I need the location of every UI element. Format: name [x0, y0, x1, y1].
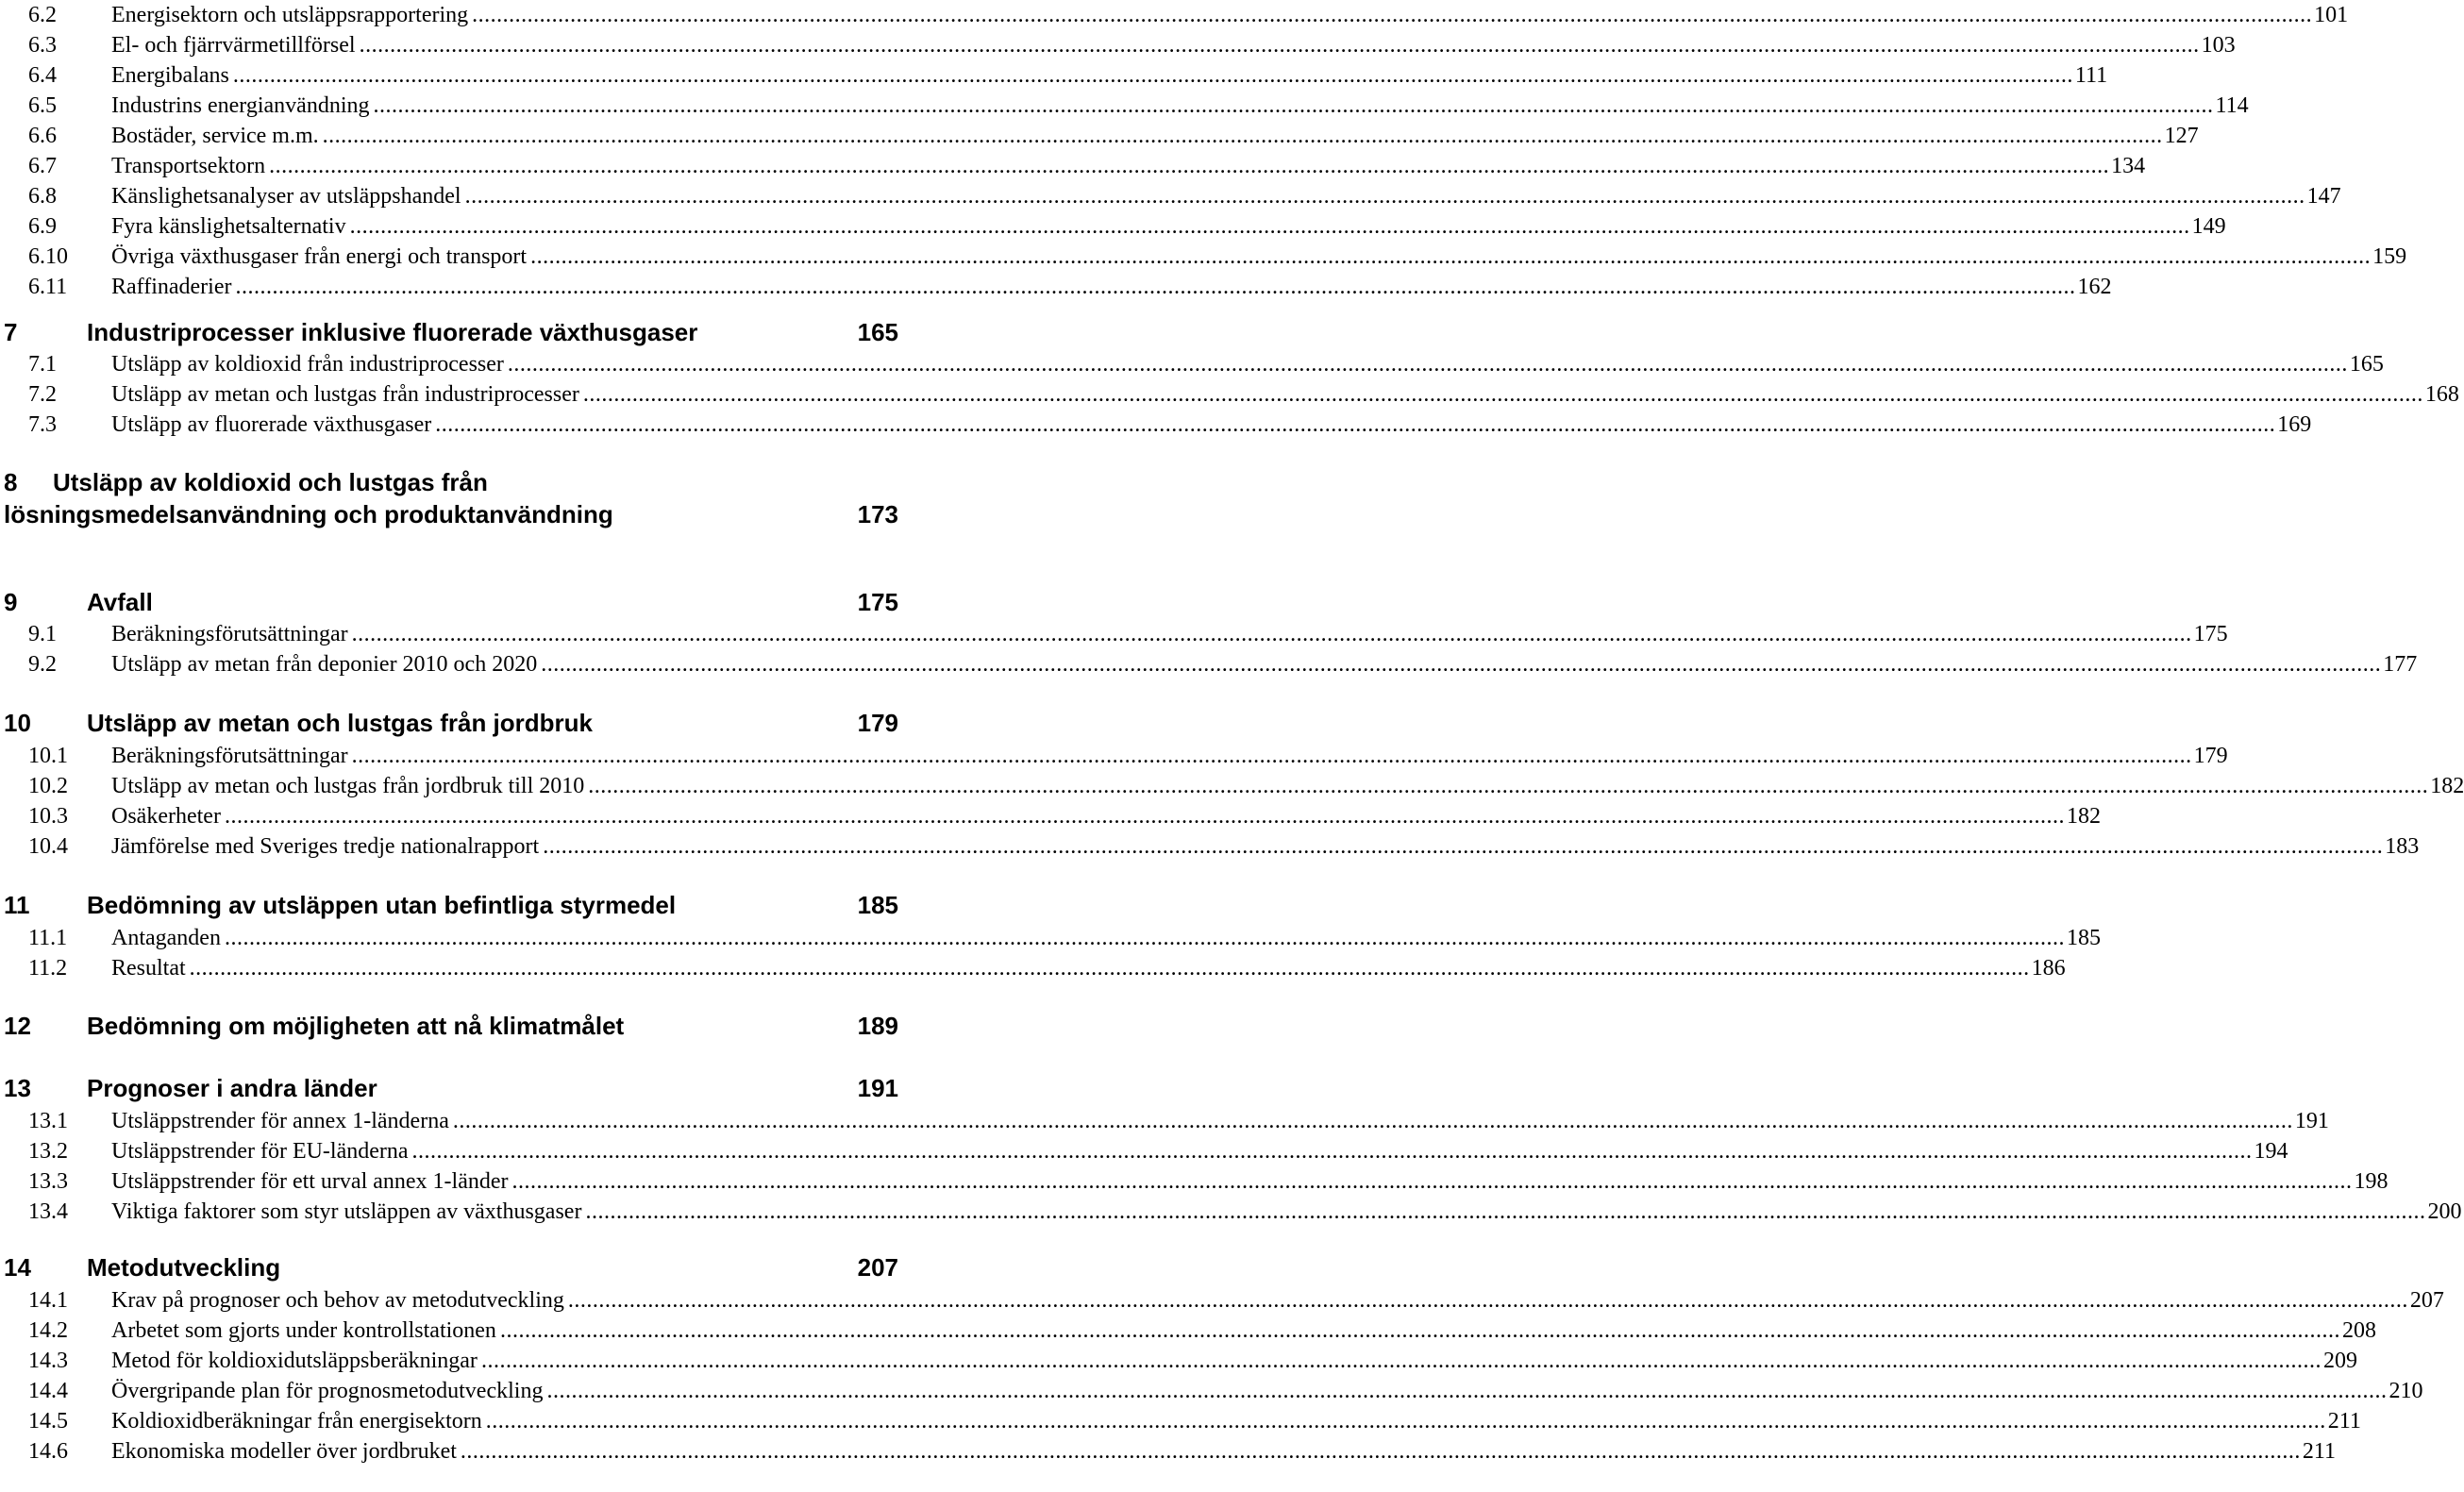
chapter-number: 14: [4, 1253, 31, 1282]
toc-chapter-heading[interactable]: [0, 1072, 898, 1104]
chapter-number: 8: [4, 468, 18, 496]
toc-entry[interactable]: [0, 1316, 2376, 1346]
dot-leader: ............................................................................................................................................................................................................................................................................................................: [359, 32, 2200, 58]
section-title: Beräkningsförutsättningar: [111, 621, 348, 646]
chapter-page-number: 173: [857, 500, 898, 528]
dot-leader: ............................................................................................................................................................................................................................................................................................................: [511, 1168, 2353, 1194]
toc-entry[interactable]: [0, 1285, 2444, 1316]
section-title: Fyra känslighetsalternativ: [111, 213, 346, 239]
chapter-page-number: 189: [857, 1012, 898, 1040]
chapter-title: Bedömning om möjligheten att nå klimatmålet: [87, 1012, 625, 1040]
toc-entry[interactable]: [0, 1106, 2329, 1136]
section-title: Utsläpp av metan och lustgas från jordbruk till 2010: [111, 773, 585, 798]
page-number: 147: [2306, 183, 2341, 209]
page-number: 168: [2424, 381, 2459, 407]
section-number: 14.4: [28, 1378, 68, 1403]
section-number: 14.6: [28, 1438, 68, 1464]
page-number: 149: [2191, 213, 2226, 239]
toc-entry[interactable]: [0, 242, 2407, 272]
page-number: 134: [2111, 153, 2146, 178]
section-number: 6.8: [28, 183, 57, 209]
section-title: Utsläpp av koldioxid från industriprocesser: [111, 351, 504, 377]
toc-chapter-heading[interactable]: [0, 1251, 898, 1283]
section-number: 6.11: [28, 274, 68, 299]
dot-leader: ............................................................................................................................................................................................................................................................................................................: [232, 62, 2073, 88]
chapter-title: Metodutveckling: [87, 1253, 281, 1282]
section-number: 7.2: [28, 381, 57, 407]
dot-leader: ............................................................................................................................................................................................................................................................................................................: [351, 621, 2192, 646]
dot-leader: ............................................................................................................................................................................................................................................................................................................: [472, 2, 2313, 27]
dot-leader: ............................................................................................................................................................................................................................................................................................................: [452, 1108, 2293, 1133]
page-number: 191: [2294, 1108, 2329, 1133]
section-title: Utsläppstrender för annex 1-länderna: [111, 1108, 449, 1133]
toc-chapter-heading[interactable]: [0, 586, 898, 618]
section-number: 10.3: [28, 803, 68, 829]
section-number: 9.1: [28, 621, 57, 646]
section-number: 14.5: [28, 1408, 68, 1433]
page-number: 165: [2349, 351, 2384, 377]
section-number: 6.7: [28, 153, 57, 178]
section-number: 13.2: [28, 1138, 68, 1164]
page-number: 198: [2354, 1168, 2389, 1194]
section-title: Utsläpp av metan och lustgas från industriprocesser: [111, 381, 579, 407]
section-title: Övergripande plan för prognosmetodutveckling: [111, 1378, 544, 1403]
toc-entry[interactable]: [0, 619, 2228, 649]
toc-entry[interactable]: [0, 741, 2228, 771]
toc-entry[interactable]: [0, 1197, 2462, 1227]
page-number: 177: [2383, 651, 2418, 677]
dot-leader: ............................................................................................................................................................................................................................................................................................................: [588, 773, 2429, 798]
toc-entry[interactable]: [0, 801, 2101, 831]
chapter-title: Utsläpp av metan och lustgas från jordbruk: [87, 709, 593, 737]
section-title: El- och fjärrvärmetillförsel: [111, 32, 356, 58]
section-title: Osäkerheter: [111, 803, 221, 829]
dot-leader: ............................................................................................................................................................................................................................................................................................................: [224, 803, 2065, 829]
chapter-page-number: 207: [857, 1253, 898, 1282]
section-number: 11.2: [28, 955, 68, 981]
toc-entry[interactable]: [0, 923, 2101, 953]
chapter-number: 13: [4, 1074, 31, 1102]
toc-entry[interactable]: [0, 272, 2112, 302]
dot-leader: ............................................................................................................................................................................................................................................................................................................: [235, 274, 2076, 299]
section-title: Utsläpp av metan från deponier 2010 och 2020: [111, 651, 538, 677]
page-number: 185: [2066, 925, 2101, 950]
toc-entry[interactable]: [0, 771, 2464, 801]
section-number: 14.1: [28, 1287, 68, 1313]
page-number: 111: [2074, 62, 2108, 88]
page-number: 211: [2327, 1408, 2361, 1433]
toc-chapter-heading[interactable]: [0, 889, 898, 921]
toc-entry[interactable]: [0, 30, 2236, 60]
section-number: 9.2: [28, 651, 57, 677]
dot-leader: ............................................................................................................................................................................................................................................................................................................: [460, 1438, 2301, 1464]
section-title: Energibalans: [111, 62, 229, 88]
section-title: Industrins energianvändning: [111, 92, 370, 118]
section-number: 10.1: [28, 743, 68, 768]
page-number: 159: [2372, 243, 2407, 269]
chapter-page-number: 165: [857, 318, 898, 346]
section-number: 13.4: [28, 1199, 68, 1224]
section-title: Antaganden: [111, 925, 221, 950]
dot-leader: ............................................................................................................................................................................................................................................................................................................: [541, 651, 2382, 677]
section-number: 14.2: [28, 1317, 68, 1343]
dot-leader: ............................................................................................................................................................................................................................................................................................................: [546, 1378, 2388, 1403]
section-title: Bostäder, service m.m.: [111, 123, 319, 148]
page-number: 211: [2302, 1438, 2337, 1464]
toc-entry[interactable]: [0, 60, 2108, 91]
chapter-title: Avfall: [87, 588, 153, 616]
toc-entry[interactable]: [0, 953, 2066, 983]
section-number: 14.3: [28, 1348, 68, 1373]
section-number: 13.3: [28, 1168, 68, 1194]
chapter-page-number: 185: [857, 891, 898, 919]
chapter-number: 10: [4, 709, 31, 737]
dot-leader: ............................................................................................................................................................................................................................................................................................................: [499, 1317, 2340, 1343]
section-title: Utsläppstrender för EU-länderna: [111, 1138, 409, 1164]
section-title: Koldioxidberäkningar från energisektorn: [111, 1408, 482, 1433]
dot-leader: ............................................................................................................................................................................................................................................................................................................: [585, 1199, 2426, 1224]
page-number: 186: [2031, 955, 2066, 981]
section-title: Ekonomiska modeller över jordbruket: [111, 1438, 457, 1464]
section-number: 10.2: [28, 773, 68, 798]
page-number: 101: [2314, 2, 2349, 27]
section-number: 6.5: [28, 92, 57, 118]
page-number: 208: [2341, 1317, 2376, 1343]
section-title: Känslighetsanalyser av utsläppshandel: [111, 183, 461, 209]
section-number: 13.1: [28, 1108, 68, 1133]
dot-leader: ............................................................................................................................................................................................................................................................................................................: [530, 243, 2372, 269]
page-number: 200: [2427, 1199, 2462, 1224]
chapter-title: Prognoser i andra länder: [87, 1074, 377, 1102]
dot-leader: ............................................................................................................................................................................................................................................................................................................: [351, 743, 2192, 768]
dot-leader: ............................................................................................................................................................................................................................................................................................................: [224, 925, 2065, 950]
section-title: Krav på prognoser och behov av metodutveckling: [111, 1287, 564, 1313]
page-number: 194: [2254, 1138, 2288, 1164]
toc-entry[interactable]: [0, 1406, 2361, 1436]
section-title: Transportsektorn: [111, 153, 266, 178]
dot-leader: ............................................................................................................................................................................................................................................................................................................: [582, 381, 2423, 407]
toc-chapter-heading[interactable]: [0, 316, 898, 348]
toc-entry[interactable]: [0, 349, 2384, 379]
page-number: 162: [2077, 274, 2112, 299]
chapter-title: Industriprocesser inklusive fluorerade växthusgaser: [87, 318, 698, 346]
page-number: 182: [2430, 773, 2464, 798]
toc-entry[interactable]: [0, 379, 2459, 410]
toc-entry[interactable]: [0, 410, 2312, 440]
dot-leader: ............................................................................................................................................................................................................................................................................................................: [349, 213, 2190, 239]
section-title: Beräkningsförutsättningar: [111, 743, 348, 768]
chapter-page-number: 179: [857, 709, 898, 737]
section-title: Metod för koldioxidutsläppsberäkningar: [111, 1348, 478, 1373]
toc-entry[interactable]: [0, 211, 2226, 242]
page-number: 127: [2164, 123, 2199, 148]
page-number: 175: [2193, 621, 2228, 646]
chapter-page-number: 191: [857, 1074, 898, 1102]
chapter-number: 7: [4, 318, 18, 346]
section-number: 6.9: [28, 213, 57, 239]
chapter-title-line1: Utsläpp av koldioxid och lustgas från: [53, 468, 488, 496]
dot-leader: ............................................................................................................................................................................................................................................................................................................: [464, 183, 2305, 209]
page-number: 209: [2322, 1348, 2357, 1373]
chapter-title-line2: lösningsmedelsanvändning och produktanvändning: [4, 500, 613, 528]
section-number: 11.1: [28, 925, 68, 950]
section-number: 6.3: [28, 32, 57, 58]
section-number: 6.6: [28, 123, 57, 148]
chapter-page-number: 175: [857, 588, 898, 616]
toc-entry[interactable]: [0, 181, 2341, 211]
section-title: Utsläpp av fluorerade växthusgaser: [111, 411, 432, 437]
toc-chapter-heading[interactable]: [0, 466, 898, 530]
page-number: 183: [2385, 833, 2420, 859]
dot-leader: ............................................................................................................................................................................................................................................................................................................: [373, 92, 2214, 118]
page-number: 103: [2201, 32, 2236, 58]
page-number: 114: [2215, 92, 2249, 118]
chapter-number: 11: [4, 891, 30, 919]
toc-entry[interactable]: [0, 1166, 2389, 1197]
section-title: Energisektorn och utsläppsrapportering: [111, 2, 469, 27]
dot-leader: ............................................................................................................................................................................................................................................................................................................: [322, 123, 2163, 148]
dot-leader: ............................................................................................................................................................................................................................................................................................................: [411, 1138, 2253, 1164]
toc-entry[interactable]: [0, 121, 2199, 151]
section-title: Viktiga faktorer som styr utsläppen av växthusgaser: [111, 1199, 582, 1224]
section-number: 6.10: [28, 243, 68, 269]
page-number: 169: [2277, 411, 2312, 437]
dot-leader: ............................................................................................................................................................................................................................................................................................................: [189, 955, 2030, 981]
toc-chapter-heading[interactable]: [0, 1010, 898, 1042]
toc-entry[interactable]: [0, 831, 2420, 862]
dot-leader: ............................................................................................................................................................................................................................................................................................................: [507, 351, 2348, 377]
page-number: 207: [2409, 1287, 2444, 1313]
toc-entry[interactable]: [0, 649, 2418, 679]
section-title: Resultat: [111, 955, 186, 981]
dot-leader: ............................................................................................................................................................................................................................................................................................................: [480, 1348, 2322, 1373]
chapter-number: 9: [4, 588, 18, 616]
chapter-title: Bedömning av utsläppen utan befintliga styrmedel: [87, 891, 677, 919]
toc-entry[interactable]: [0, 1376, 2423, 1406]
toc-chapter-heading[interactable]: [0, 707, 898, 739]
section-title: Utsläppstrender för ett urval annex 1-länder: [111, 1168, 509, 1194]
section-number: 10.4: [28, 833, 68, 859]
section-number: 6.2: [28, 2, 57, 27]
toc-entry[interactable]: [0, 1436, 2337, 1467]
section-title: Jämförelse med Sveriges tredje nationalrapport: [111, 833, 540, 859]
dot-leader: ............................................................................................................................................................................................................................................................................................................: [543, 833, 2384, 859]
section-title: Raffinaderier: [111, 274, 232, 299]
toc-entry[interactable]: [0, 0, 2349, 30]
page-number: 182: [2066, 803, 2101, 829]
page-number: 179: [2193, 743, 2228, 768]
chapter-number: 12: [4, 1012, 31, 1040]
toc-entry[interactable]: [0, 91, 2249, 121]
section-title: Övriga växthusgaser från energi och transport: [111, 243, 528, 269]
dot-leader: ............................................................................................................................................................................................................................................................................................................: [269, 153, 2110, 178]
dot-leader: ............................................................................................................................................................................................................................................................................................................: [567, 1287, 2408, 1313]
toc-entry[interactable]: [0, 151, 2146, 181]
toc-entry[interactable]: [0, 1346, 2357, 1376]
dot-leader: ............................................................................................................................................................................................................................................................................................................: [485, 1408, 2326, 1433]
page-number: 210: [2389, 1378, 2423, 1403]
dot-leader: ............................................................................................................................................................................................................................................................................................................: [435, 411, 2276, 437]
section-number: 6.4: [28, 62, 57, 88]
toc-entry[interactable]: [0, 1136, 2288, 1166]
section-number: 7.1: [28, 351, 57, 377]
section-number: 7.3: [28, 411, 57, 437]
section-title: Arbetet som gjorts under kontrollstationen: [111, 1317, 496, 1343]
